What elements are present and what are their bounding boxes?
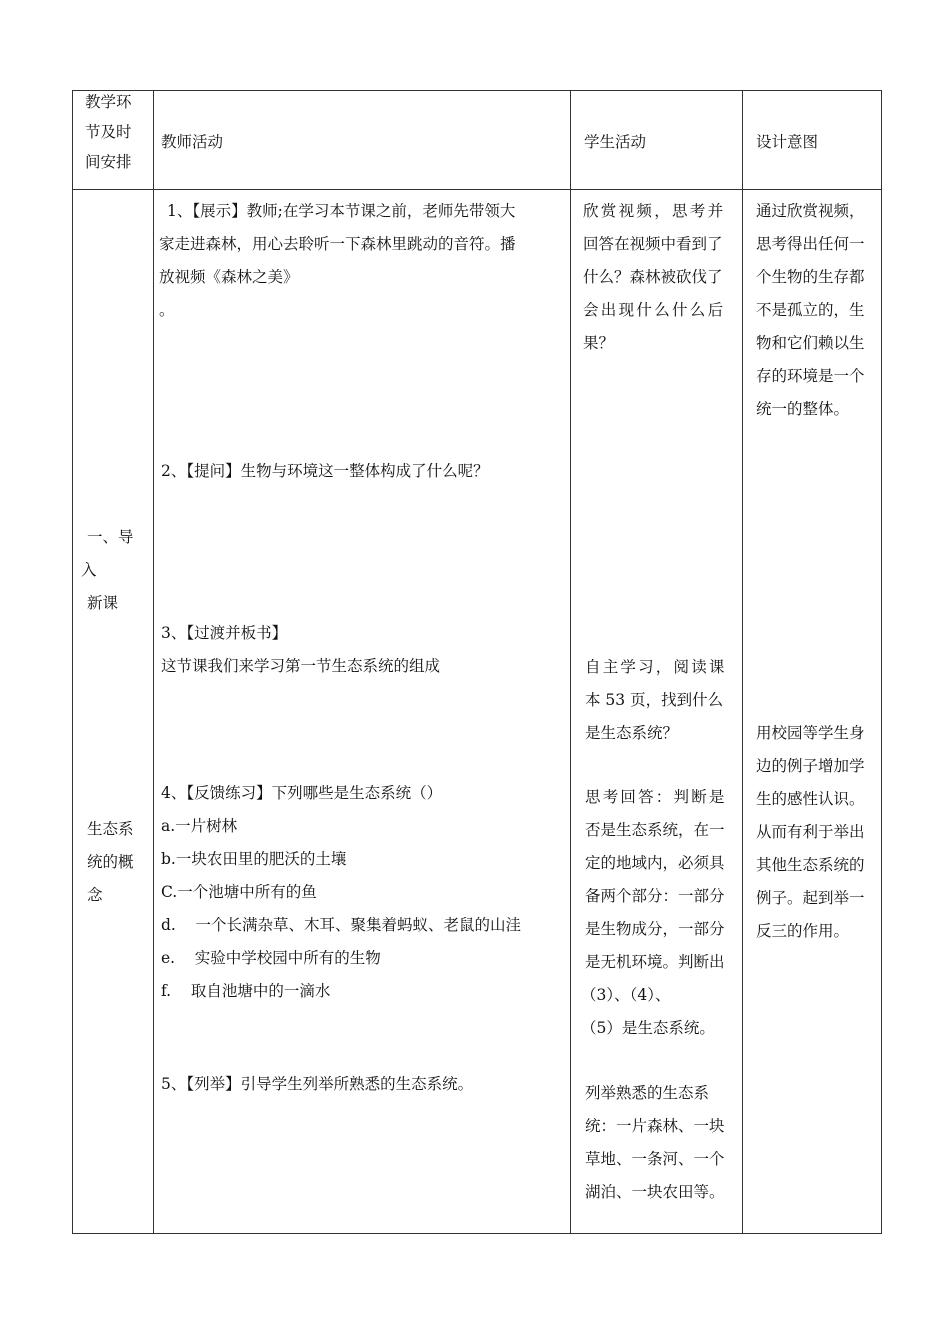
design-intent-1 (756, 195, 865, 426)
teacher-step-1-line: 放视频《森林之美》 (159, 268, 299, 286)
student-activity-line: 草地、一条河、一个 (585, 1150, 725, 1168)
teacher-step-4 (161, 777, 521, 1008)
student-activity-line: 会出现什么什么后 (583, 301, 726, 319)
design-intent-line: 不是孤立的，生 (756, 301, 865, 319)
design-intent-line: 物和它们赖以生 (756, 334, 865, 352)
exercise-option: b.一块农田里的肥沃的土壤 (161, 850, 347, 868)
student-activity-line: 统：一片森林、一块 (585, 1117, 725, 1135)
stage-concept-line: 生态系 (87, 820, 134, 838)
student-activity-3 (581, 781, 727, 1045)
teacher-step-1-line: 1、【展示】教师;在学习本节课之前，老师先带领大 (167, 202, 516, 220)
stage-intro-line: 一、导 (87, 528, 134, 546)
header-student-activity: 学生活动 (584, 133, 647, 151)
lesson-plan-table (72, 90, 882, 1234)
stage-concept (87, 813, 134, 912)
column-divider (153, 91, 154, 1233)
exercise-option: f. 取自池塘中的一滴水 (161, 982, 331, 1000)
student-activity-line: 本 53 页，找到什么 (585, 691, 724, 709)
header-stage-line: 教学环 (85, 93, 132, 111)
stage-concept-line: 统的概 (87, 853, 134, 871)
teacher-step-1-line: 。 (159, 301, 175, 319)
student-activity-line: 列举熟悉的生态系 (585, 1084, 710, 1102)
student-activity-line: 定的地域内，必须具 (585, 854, 725, 872)
design-intent-2 (756, 717, 865, 948)
teacher-step-5: 5、【列举】引导学生列举所熟悉的生态系统。 (161, 1075, 474, 1093)
student-activity-line: 备两个部分：一部分 (585, 887, 725, 905)
exercise-option: d. 一个长满杂草、木耳、聚集着蚂蚁、老鼠的山洼 (161, 916, 522, 934)
design-intent-line: 其他生态系统的 (756, 856, 865, 874)
design-intent-line: 思考得出任何一 (756, 235, 865, 253)
teacher-step-2: 2、【提问】生物与环境这一整体构成了什么呢？ (161, 462, 489, 480)
student-activity-line: 是生物成分，一部分 (585, 920, 725, 938)
stage-intro-line: 入 (81, 561, 97, 579)
header-stage-line: 节及时 (85, 123, 132, 141)
exercise-option: C.一个池塘中所有的鱼 (161, 883, 317, 901)
student-activity-line: 是无机环境。判断出 (585, 953, 725, 971)
teacher-step-1-line: 家走进森林，用心去聆听一下森林里跳动的音符。播 (159, 235, 516, 253)
design-intent-line: 通过欣赏视频， (756, 202, 865, 220)
header-divider (73, 189, 881, 190)
design-intent-line: 从而有利于举出 (756, 823, 865, 841)
design-intent-line: 生的感性认识。 (756, 790, 865, 808)
student-activity-2 (585, 651, 727, 750)
stage-concept-line: 念 (87, 886, 103, 904)
stage-intro (81, 521, 134, 620)
design-intent-line: 存的环境是一个 (756, 367, 865, 385)
design-intent-line: 用校园等学生身 (756, 724, 865, 742)
student-activity-line: 否是生态系统，在一 (585, 821, 725, 839)
student-activity-line: （3）、（4）、 (581, 986, 671, 1004)
exercise-option: e. 实验中学校园中所有的生物 (161, 949, 381, 967)
student-activity-line: 是生态系统？ (585, 724, 679, 742)
header-stage-cell (85, 87, 147, 177)
student-activity-4 (585, 1077, 725, 1209)
teacher-step-3-line: 3、【过渡并板书】 (161, 624, 288, 642)
design-intent-line: 边的例子增加学 (756, 757, 865, 775)
exercise-question: 4、【反馈练习】下列哪些是生态系统（） (161, 784, 443, 802)
student-activity-line: 欣赏视频，思考并 (583, 202, 726, 220)
student-activity-1 (583, 195, 725, 360)
design-intent-line: 例子。起到举一 (756, 889, 865, 907)
student-activity-line: 什么？森林被砍伐了 (583, 268, 723, 286)
stage-intro-line: 新课 (87, 594, 119, 612)
student-activity-line: 果？ (583, 334, 615, 352)
teacher-step-1 (159, 195, 516, 327)
header-design-intent: 设计意图 (756, 133, 819, 151)
design-intent-line: 统一的整体。 (756, 400, 850, 418)
student-activity-line: 自主学习，阅读课 (585, 658, 727, 676)
student-activity-line: （5）是生态系统。 (581, 1019, 715, 1037)
header-stage-line: 间安排 (85, 153, 132, 171)
student-activity-line: 思考回答：判断是 (585, 788, 727, 806)
exercise-option: a.一片树林 (161, 817, 238, 835)
column-divider (742, 91, 743, 1233)
column-divider (570, 91, 571, 1233)
student-activity-line: 湖泊、一块农田等。 (585, 1183, 725, 1201)
teacher-step-3-line: 这节课我们来学习第一节生态系统的组成 (161, 657, 441, 675)
design-intent-line: 个生物的生存都 (756, 268, 865, 286)
teacher-step-3 (161, 617, 440, 683)
header-teacher-activity: 教师活动 (161, 133, 224, 151)
design-intent-line: 反三的作用。 (756, 922, 850, 940)
student-activity-line: 回答在视频中看到了 (583, 235, 723, 253)
